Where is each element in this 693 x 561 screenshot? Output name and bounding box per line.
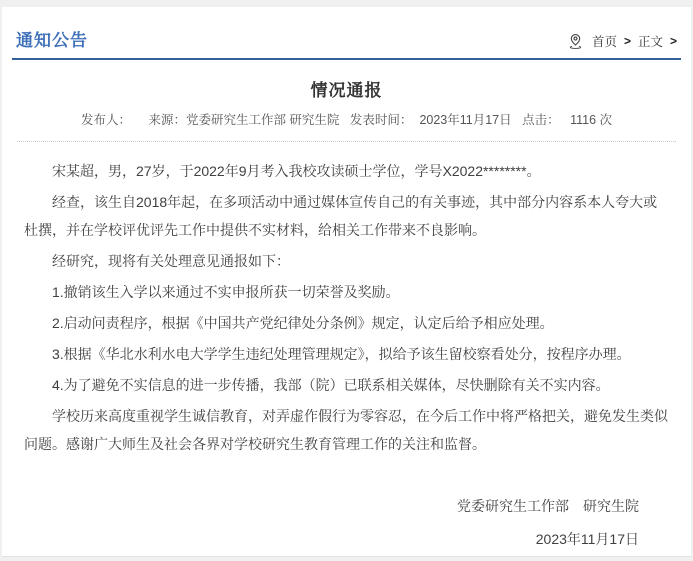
clicks-label: 点击：	[522, 113, 560, 127]
signature-block	[24, 490, 669, 556]
breadcrumb-home-link[interactable]: 首页	[591, 35, 617, 49]
breadcrumb-separator: >	[623, 34, 631, 48]
content-card	[2, 7, 691, 557]
publish-time-value: 2023年11月17日	[419, 113, 512, 127]
source-value: 党委研究生工作部 研究生院	[185, 113, 340, 127]
section-title: 通知公告	[16, 31, 88, 50]
section-header	[12, 7, 681, 60]
location-pin-icon	[568, 33, 583, 49]
paragraph-item-3: 3.根据《华北水利水电大学学生违纪处理管理规定》，拟给予该生留校察看处分，按程序办理。	[52, 346, 631, 362]
paragraph-decision-intro: 经研究，现将有关处理意见通报如下：	[52, 253, 290, 269]
publisher-label: 发布人：	[80, 113, 131, 127]
breadcrumb	[568, 32, 677, 51]
paragraph-item-2: 2.启动问责程序，根据《中国共产党纪律处分条例》规定，认定后给予相应处理。	[52, 315, 554, 331]
signature-date: 2023年11月17日	[535, 531, 639, 547]
paragraph-closing: 学校历来高度重视学生诚信教育，对弄虚作假行为零容忍，在今后工作中将严格把关，避免发生类似问题。感谢广大师生及社会各界对学校研究生教育管理工作的关注和监督。	[24, 408, 668, 452]
article-meta	[2, 110, 691, 128]
paragraph-intro: 宋某超，男，27岁，于2022年9月考入我校攻读硕士学位，学号X2022********。	[52, 163, 541, 179]
source-label: 来源：	[148, 113, 186, 127]
clicks-value: 1116 次	[570, 113, 613, 127]
paragraph-item-1: 1.撤销该生入学以来通过不实申报所获一切荣誉及奖励。	[52, 284, 400, 300]
signature-org: 党委研究生工作部 研究生院	[457, 498, 639, 514]
publish-time-label: 发表时间：	[349, 113, 413, 127]
paragraph-item-4: 4.为了避免不实信息的进一步传播，我部（院）已联系相关媒体，尽快删除有关不实内容。	[52, 377, 610, 393]
article-title: 情况通报	[310, 81, 383, 100]
paragraph-findings: 经查，该生自2018年起，在多项活动中通过媒体宣传自己的有关事迹，其中部分内容系本人夸大或杜撰，并在学校评优评先工作中提供不实材料，给相关工作带来不良影响。	[24, 194, 658, 238]
article-body	[2, 142, 691, 556]
breadcrumb-current: 正文	[637, 35, 663, 49]
breadcrumb-separator: >	[669, 34, 677, 48]
